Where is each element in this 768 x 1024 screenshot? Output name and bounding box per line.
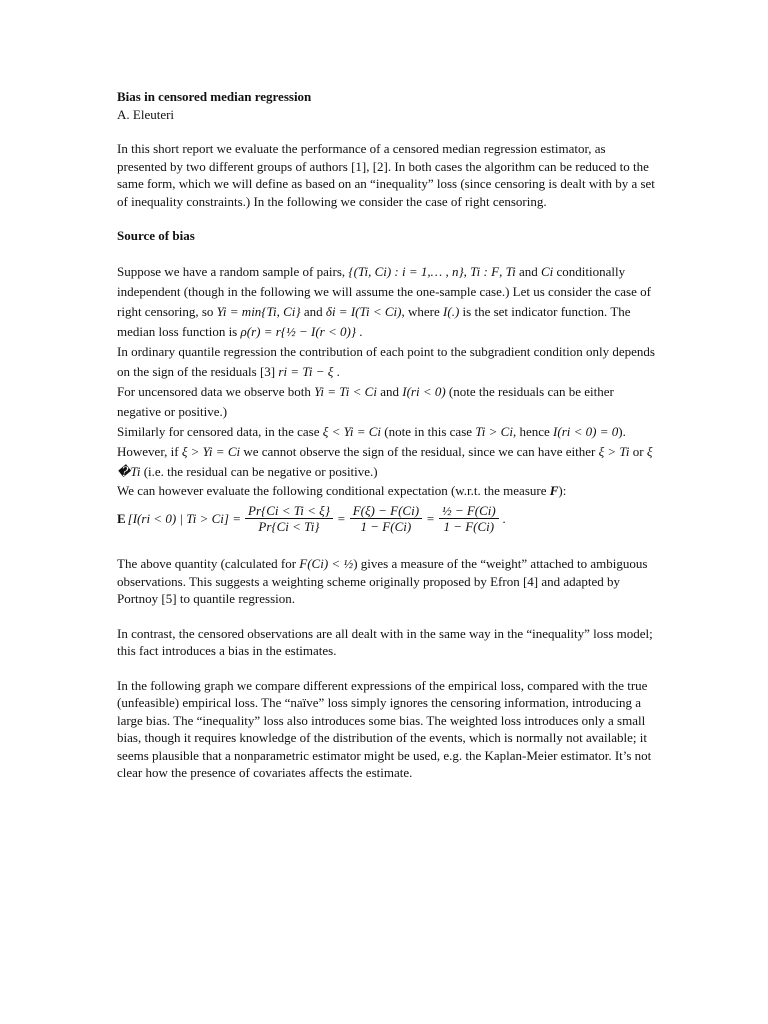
equation-end: . bbox=[502, 510, 506, 526]
fraction-probability bbox=[245, 503, 333, 534]
text: , bbox=[463, 263, 467, 279]
paragraph-contrast: In contrast, the censored observations are all dealt with in the same way in the “inequality” loss model; this fact introduces a bias in the estimates. bbox=[117, 625, 653, 658]
paragraph-weight bbox=[117, 555, 657, 608]
math-T-greater-C: Ti > Ci bbox=[475, 423, 513, 439]
text: ): bbox=[558, 482, 567, 498]
document-body bbox=[117, 88, 657, 782]
math-indicator-zero: I(ri < 0) = 0 bbox=[553, 423, 619, 439]
equation-lhs: [I(ri < 0) | Ti > Ci] = bbox=[127, 510, 241, 526]
text: and bbox=[303, 303, 323, 319]
paragraph-censored bbox=[117, 422, 657, 482]
math-residual: ri = Ti − ξ bbox=[278, 363, 334, 379]
math-xi-greater-Y: ξ > Yi = Ci bbox=[181, 443, 241, 459]
paragraph-expectation-intro bbox=[117, 482, 657, 500]
section-heading: Source of bias bbox=[117, 228, 195, 243]
paragraph-uncensored bbox=[117, 382, 657, 422]
math-C: Ci bbox=[540, 263, 554, 279]
fraction-median bbox=[439, 503, 499, 534]
text: (note in this case bbox=[384, 423, 473, 439]
text: , where bbox=[401, 303, 440, 319]
intro-paragraph: In this short report we evaluate the performance of a censored median regression estimator, as presented by two different groups of authors [1], [2]. In both cases the algorithm can be reduced to the same form, which we will define as based on an “inequality” loss (since censoring is dealt with by a set of inequality constraints.) In the following we consider the case of right censoring. bbox=[117, 141, 655, 209]
math-indicator-residual: I(ri < 0) bbox=[402, 383, 446, 399]
math-xi-greater-T: ξ > Ti bbox=[598, 443, 630, 459]
paragraph-quantile-regression bbox=[117, 342, 657, 382]
math-T: Ti bbox=[505, 263, 516, 279]
author-name: A. Eleuteri bbox=[117, 106, 175, 122]
text: In ordinary quantile regression the contribution of each point to the subgradient condition only depends on the sign of the residuals [3] bbox=[117, 343, 655, 379]
fraction-denominator: 1 − F(Ci) bbox=[443, 519, 495, 534]
math-xi-garbled: ξ �Ti bbox=[117, 443, 653, 479]
text: we cannot observe the sign of the residual, since we can have either bbox=[243, 443, 596, 459]
fraction-numerator: F(ξ) − F(Ci) bbox=[350, 503, 422, 519]
fraction-denominator: 1 − F(Ci) bbox=[360, 519, 412, 534]
document-title: Bias in censored median regression bbox=[117, 89, 312, 104]
math-distribution: Ti : F bbox=[470, 263, 500, 279]
conditional-expectation-equation bbox=[117, 503, 657, 534]
text: Suppose we have a random sample of pairs, bbox=[117, 263, 346, 279]
fraction-numerator: ½ − F(Ci) bbox=[439, 503, 499, 519]
fraction-cdf bbox=[350, 503, 422, 534]
math-Y-min: Yi = min{Ti, Ci} bbox=[216, 303, 301, 319]
text: and bbox=[518, 263, 538, 279]
paragraph-sample-definition bbox=[117, 262, 657, 342]
text: For uncensored data we observe both bbox=[117, 383, 311, 399]
fraction-numerator: Pr{Ci < Ti < ξ} bbox=[245, 503, 333, 519]
math-delta: δi = I(Ti < Ci) bbox=[325, 303, 402, 319]
expectation-symbol: E bbox=[117, 510, 126, 526]
paragraph-graph-comparison: In the following graph we compare different expressions of the empirical loss, compared with the true (unfeasible) empirical loss. The “naïve” loss simply ignores the censoring information, introducing a large bias. The “inequality” loss also introduces some bias. The weighted loss introduces only a small bias, though it requires knowledge of the distribution of the events, which is normally not available; it seems plausible that a nonparametric estimator might be used, e.g. the Kaplan-Meier estimator. It’s not clear how the presence of covariates affects the estimate. bbox=[117, 677, 652, 780]
text: . bbox=[336, 363, 340, 379]
text: Similarly for censored data, in the case bbox=[117, 423, 320, 439]
math-F-less-half: F(Ci) < ½ bbox=[299, 556, 354, 571]
math-indicator: I(.) bbox=[443, 303, 460, 319]
fraction-denominator: Pr{Ci < Ti} bbox=[258, 519, 320, 534]
math-loss-function: ρ(r) = r{½ − I(r < 0)} bbox=[240, 323, 357, 339]
text: (note the residuals can be either negative or positive.) bbox=[117, 383, 614, 419]
text: ) gives a measure of the “weight” attached to ambiguous observations. This suggests a weighting scheme originally proposed by Efron [4] and adapted by Portnoy [5] to quantile regression. bbox=[117, 556, 648, 606]
text: ). However, if bbox=[117, 423, 626, 459]
math-censored-case: ξ < Yi = Ci bbox=[322, 423, 382, 439]
text: is the set indicator function. The median loss function is bbox=[117, 303, 631, 339]
text: . bbox=[359, 323, 363, 339]
text: and bbox=[380, 383, 399, 399]
math-sample-set: {(Ti, Ci) : i = 1,… , n} bbox=[348, 263, 464, 279]
math-measure-F: F bbox=[549, 482, 559, 498]
math-uncensored-Y: Yi = Ti < Ci bbox=[314, 383, 377, 399]
equals-sign: = bbox=[336, 510, 346, 526]
equals-sign: = bbox=[426, 510, 435, 526]
text: , hence bbox=[512, 423, 550, 439]
text: conditionally independent (though in the following we will assume the one-sample case.) Let us consider the case of right censoring, so bbox=[117, 263, 651, 319]
text: We can however evaluate the following conditional expectation (w.r.t. the measure bbox=[117, 482, 547, 498]
text: , bbox=[499, 263, 503, 279]
text: (i.e. the residual can be negative or positive.) bbox=[143, 463, 378, 479]
text: or bbox=[632, 443, 644, 459]
text: The above quantity (calculated for bbox=[117, 556, 297, 571]
